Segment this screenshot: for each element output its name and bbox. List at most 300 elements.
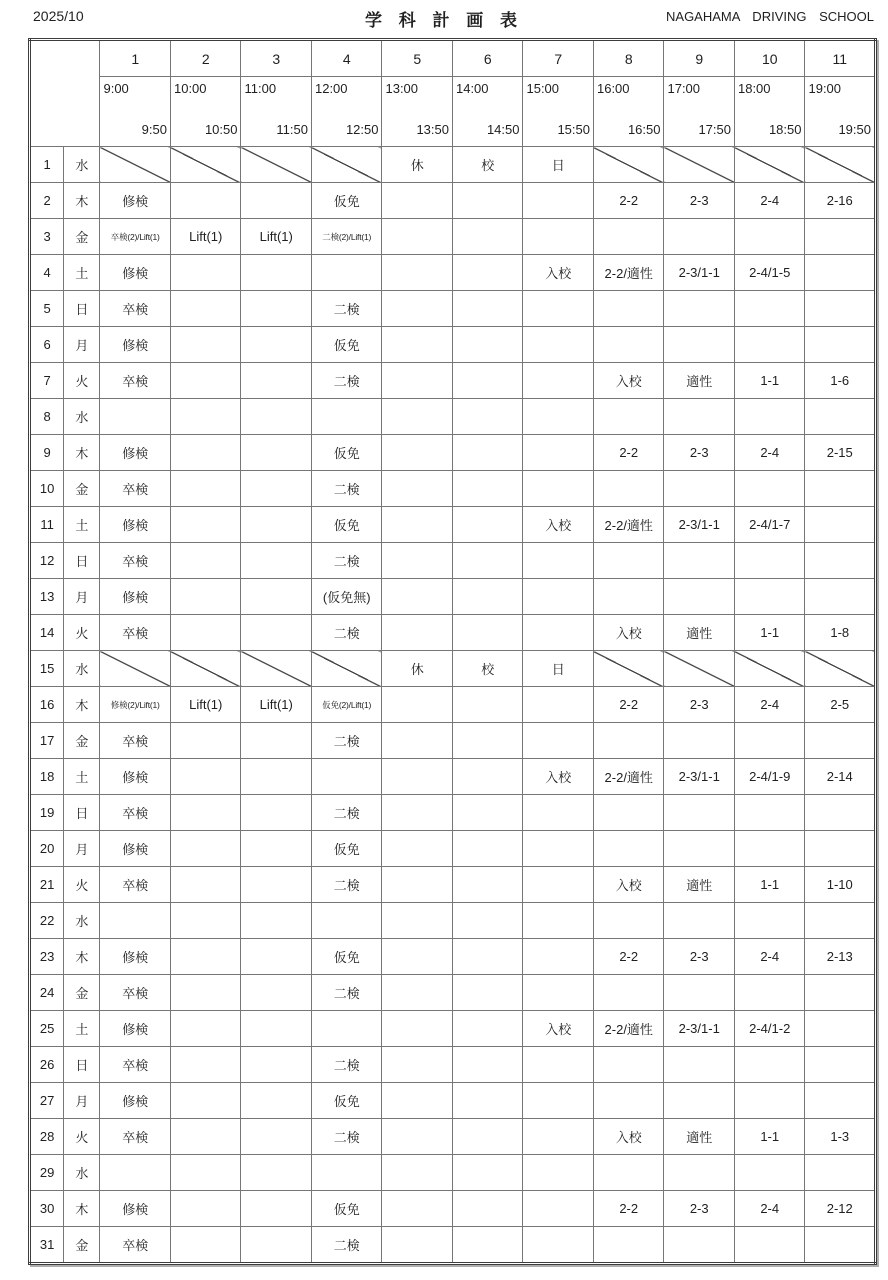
day-row bbox=[30, 291, 876, 327]
schedule-cell: 1-8 bbox=[805, 615, 876, 651]
schedule-cell: 二検 bbox=[311, 867, 382, 903]
schedule-cell: 1-1 bbox=[734, 363, 805, 399]
schedule-cell bbox=[805, 1155, 876, 1191]
schedule-cell bbox=[452, 435, 523, 471]
end-time: 15:50 bbox=[557, 122, 590, 137]
day-number: 11 bbox=[30, 507, 64, 543]
schedule-cell bbox=[805, 255, 876, 291]
end-time: 13:50 bbox=[416, 122, 449, 137]
schedule-cell: 仮免 bbox=[311, 939, 382, 975]
day-of-week: 月 bbox=[64, 579, 100, 615]
schedule-cell bbox=[382, 363, 453, 399]
day-number: 13 bbox=[30, 579, 64, 615]
schedule-cell: 2-3 bbox=[664, 435, 735, 471]
schedule-cell bbox=[241, 435, 312, 471]
day-row bbox=[30, 435, 876, 471]
schedule-cell bbox=[382, 1011, 453, 1047]
schedule-cell bbox=[382, 1083, 453, 1119]
schedule-cell bbox=[593, 795, 664, 831]
schedule-cell bbox=[241, 507, 312, 543]
schedule-cell bbox=[805, 399, 876, 435]
schedule-cell: 2-4/1-7 bbox=[734, 507, 805, 543]
schedule-cell: 2-2/適性 bbox=[593, 759, 664, 795]
schedule-cell bbox=[734, 1155, 805, 1191]
day-row bbox=[30, 1227, 876, 1264]
schedule-cell bbox=[664, 399, 735, 435]
schedule-cell bbox=[593, 399, 664, 435]
schedule-cell: 仮免 bbox=[311, 1191, 382, 1227]
schedule-cell bbox=[170, 831, 241, 867]
schedule-cell bbox=[382, 399, 453, 435]
schedule-cell: 二検 bbox=[311, 795, 382, 831]
schedule-cell bbox=[805, 831, 876, 867]
closed-slash-cell bbox=[664, 651, 735, 687]
time-cell bbox=[523, 77, 594, 147]
schedule-cell bbox=[241, 363, 312, 399]
schedule-cell bbox=[241, 471, 312, 507]
schedule-cell: 二検 bbox=[311, 291, 382, 327]
schedule-cell bbox=[170, 1227, 241, 1264]
time-cell bbox=[805, 77, 876, 147]
schedule-cell bbox=[523, 903, 594, 939]
schedule-cell bbox=[452, 831, 523, 867]
schedule-cell bbox=[664, 1155, 735, 1191]
schedule-cell bbox=[805, 543, 876, 579]
schedule-cell bbox=[382, 471, 453, 507]
start-time: 13:00 bbox=[385, 81, 419, 96]
time-cell bbox=[664, 77, 735, 147]
day-row bbox=[30, 507, 876, 543]
schedule-cell bbox=[734, 219, 805, 255]
schedule-cell bbox=[452, 903, 523, 939]
day-number: 2 bbox=[30, 183, 64, 219]
schedule-cell bbox=[170, 1047, 241, 1083]
schedule-cell bbox=[241, 327, 312, 363]
schedule-cell bbox=[734, 723, 805, 759]
schedule-cell: 卒検 bbox=[100, 291, 171, 327]
day-row bbox=[30, 795, 876, 831]
schedule-cell bbox=[523, 939, 594, 975]
schedule-cell bbox=[805, 795, 876, 831]
schedule-cell bbox=[805, 579, 876, 615]
schedule-cell: 2-3/1-1 bbox=[664, 759, 735, 795]
schedule-cell bbox=[241, 1011, 312, 1047]
schedule-cell bbox=[805, 903, 876, 939]
schedule-cell bbox=[382, 795, 453, 831]
day-row bbox=[30, 723, 876, 759]
schedule-cell bbox=[241, 1047, 312, 1083]
schedule-cell bbox=[593, 723, 664, 759]
schedule-cell: 卒検 bbox=[100, 867, 171, 903]
schedule-cell: 卒検(2)/Lift(1) bbox=[100, 219, 171, 255]
schedule-cell: 2-3/1-1 bbox=[664, 507, 735, 543]
schedule-cell bbox=[523, 1191, 594, 1227]
day-of-week: 日 bbox=[64, 291, 100, 327]
schedule-cell: 適性 bbox=[664, 363, 735, 399]
schedule-cell bbox=[734, 579, 805, 615]
schedule-cell: 2-3 bbox=[664, 687, 735, 723]
schedule-cell: 2-3/1-1 bbox=[664, 1011, 735, 1047]
end-time: 16:50 bbox=[627, 122, 661, 137]
start-time: 16:00 bbox=[596, 81, 630, 96]
schedule-cell bbox=[452, 1047, 523, 1083]
day-of-week: 火 bbox=[64, 1119, 100, 1155]
schedule-cell bbox=[452, 219, 523, 255]
day-row bbox=[30, 255, 876, 291]
schedule-cell bbox=[170, 975, 241, 1011]
closed-slash-cell bbox=[170, 651, 241, 687]
schedule-cell bbox=[523, 723, 594, 759]
schedule-cell bbox=[805, 975, 876, 1011]
schedule-cell: 2-4 bbox=[734, 183, 805, 219]
day-of-week: 金 bbox=[64, 723, 100, 759]
schedule-cell bbox=[452, 507, 523, 543]
schedule-cell: 修検 bbox=[100, 435, 171, 471]
schedule-cell bbox=[452, 1083, 523, 1119]
period-row bbox=[30, 40, 876, 77]
day-row bbox=[30, 327, 876, 363]
schedule-cell bbox=[241, 579, 312, 615]
schedule-cell bbox=[734, 975, 805, 1011]
time-cell bbox=[100, 77, 171, 147]
closed-slash-cell bbox=[664, 147, 735, 183]
day-number: 15 bbox=[30, 651, 64, 687]
schedule-cell bbox=[734, 327, 805, 363]
day-of-week: 月 bbox=[64, 327, 100, 363]
schedule-cell bbox=[241, 795, 312, 831]
schedule-cell bbox=[734, 471, 805, 507]
period-header: 9 bbox=[664, 40, 735, 77]
schedule-cell bbox=[664, 903, 735, 939]
schedule-cell: 2-2 bbox=[593, 939, 664, 975]
schedule-cell: 1-3 bbox=[805, 1119, 876, 1155]
day-number: 14 bbox=[30, 615, 64, 651]
schedule-cell bbox=[170, 291, 241, 327]
schedule-cell bbox=[382, 867, 453, 903]
schedule-cell: 2-4/1-2 bbox=[734, 1011, 805, 1047]
day-row bbox=[30, 687, 876, 723]
schedule-cell: 卒検 bbox=[100, 363, 171, 399]
schedule-cell bbox=[170, 1083, 241, 1119]
schedule-cell bbox=[523, 291, 594, 327]
day-number: 19 bbox=[30, 795, 64, 831]
schedule-cell bbox=[100, 1155, 171, 1191]
schedule-cell bbox=[664, 1083, 735, 1119]
schedule-cell bbox=[523, 1083, 594, 1119]
schedule-cell bbox=[805, 291, 876, 327]
schedule-cell bbox=[452, 471, 523, 507]
end-time: 14:50 bbox=[486, 122, 520, 137]
schedule-cell bbox=[241, 291, 312, 327]
schedule-cell bbox=[805, 507, 876, 543]
schedule-cell bbox=[593, 471, 664, 507]
schedule-cell bbox=[382, 1191, 453, 1227]
start-time: 9:00 bbox=[103, 81, 129, 96]
schedule-cell bbox=[170, 939, 241, 975]
schedule-cell bbox=[523, 543, 594, 579]
schedule-body bbox=[30, 147, 876, 1264]
day-number: 12 bbox=[30, 543, 64, 579]
schedule-cell bbox=[241, 399, 312, 435]
schedule-cell bbox=[170, 903, 241, 939]
schedule-cell bbox=[170, 1119, 241, 1155]
day-of-week: 木 bbox=[64, 435, 100, 471]
day-number: 27 bbox=[30, 1083, 64, 1119]
schedule-cell bbox=[241, 1191, 312, 1227]
schedule-cell bbox=[805, 1227, 876, 1264]
time-cell bbox=[593, 77, 664, 147]
schedule-cell: 2-14 bbox=[805, 759, 876, 795]
schedule-cell: 修検 bbox=[100, 939, 171, 975]
day-number: 8 bbox=[30, 399, 64, 435]
schedule-cell: 修検(2)/Lift(1) bbox=[100, 687, 171, 723]
schedule-cell bbox=[664, 795, 735, 831]
schedule-cell bbox=[664, 831, 735, 867]
day-number: 18 bbox=[30, 759, 64, 795]
schedule-cell: 二検 bbox=[311, 471, 382, 507]
schedule-cell: 2-4 bbox=[734, 687, 805, 723]
schedule-cell bbox=[593, 327, 664, 363]
schedule-cell bbox=[523, 1119, 594, 1155]
day-row bbox=[30, 1191, 876, 1227]
schedule-cell bbox=[241, 1083, 312, 1119]
schedule-cell: 2-2 bbox=[593, 1191, 664, 1227]
period-header: 4 bbox=[311, 40, 382, 77]
closed-slash-cell bbox=[734, 651, 805, 687]
start-time: 11:00 bbox=[244, 81, 277, 96]
day-of-week: 土 bbox=[64, 759, 100, 795]
schedule-cell: 卒検 bbox=[100, 543, 171, 579]
schedule-table bbox=[28, 38, 877, 1265]
day-of-week: 金 bbox=[64, 1227, 100, 1264]
schedule-cell: 適性 bbox=[664, 615, 735, 651]
schedule-cell bbox=[734, 831, 805, 867]
schedule-cell: 2-2 bbox=[593, 183, 664, 219]
schedule-cell bbox=[241, 867, 312, 903]
schedule-cell bbox=[523, 471, 594, 507]
schedule-cell bbox=[593, 1155, 664, 1191]
day-row bbox=[30, 975, 876, 1011]
schedule-cell: 卒検 bbox=[100, 723, 171, 759]
schedule-cell bbox=[170, 183, 241, 219]
closed-label-cell: 休 bbox=[382, 651, 453, 687]
schedule-cell bbox=[170, 255, 241, 291]
period-header: 6 bbox=[452, 40, 523, 77]
day-number: 26 bbox=[30, 1047, 64, 1083]
schedule-cell bbox=[523, 399, 594, 435]
day-of-week: 水 bbox=[64, 1155, 100, 1191]
schedule-cell: 卒検 bbox=[100, 795, 171, 831]
day-row bbox=[30, 1011, 876, 1047]
day-row bbox=[30, 1083, 876, 1119]
schedule-cell: 仮免 bbox=[311, 1083, 382, 1119]
schedule-cell bbox=[734, 1083, 805, 1119]
day-of-week: 水 bbox=[64, 147, 100, 183]
schedule-cell bbox=[593, 543, 664, 579]
schedule-cell bbox=[452, 291, 523, 327]
closed-slash-cell bbox=[241, 651, 312, 687]
schedule-cell: 修検 bbox=[100, 327, 171, 363]
day-row bbox=[30, 1155, 876, 1191]
schedule-cell bbox=[452, 867, 523, 903]
period-header: 11 bbox=[805, 40, 876, 77]
schedule-cell bbox=[523, 1155, 594, 1191]
schedule-cell bbox=[523, 1047, 594, 1083]
day-of-week: 水 bbox=[64, 903, 100, 939]
start-time: 15:00 bbox=[526, 81, 560, 96]
schedule-cell bbox=[805, 723, 876, 759]
schedule-cell bbox=[664, 219, 735, 255]
start-time: 10:00 bbox=[173, 81, 207, 96]
schedule-cell bbox=[593, 975, 664, 1011]
schedule-cell: 卒検 bbox=[100, 1227, 171, 1264]
schedule-cell bbox=[593, 903, 664, 939]
day-number: 22 bbox=[30, 903, 64, 939]
day-of-week: 水 bbox=[64, 651, 100, 687]
day-number: 5 bbox=[30, 291, 64, 327]
end-time: 18:50 bbox=[768, 122, 802, 137]
schedule-cell: 2-5 bbox=[805, 687, 876, 723]
schedule-cell bbox=[170, 1155, 241, 1191]
schedule-cell: 2-13 bbox=[805, 939, 876, 975]
schedule-cell bbox=[241, 543, 312, 579]
schedule-cell bbox=[452, 1155, 523, 1191]
schedule-cell bbox=[100, 903, 171, 939]
closed-label-cell: 校 bbox=[452, 147, 523, 183]
day-of-week: 火 bbox=[64, 615, 100, 651]
schedule-cell bbox=[452, 975, 523, 1011]
page-title: 学 科 計 画 表 bbox=[365, 11, 523, 30]
schedule-cell: 仮免 bbox=[311, 435, 382, 471]
day-number: 1 bbox=[30, 147, 64, 183]
schedule-cell bbox=[382, 1227, 453, 1264]
schedule-cell bbox=[593, 219, 664, 255]
schedule-cell: 卒検 bbox=[100, 471, 171, 507]
day-of-week: 水 bbox=[64, 399, 100, 435]
schedule-cell bbox=[805, 1047, 876, 1083]
end-time: 11:50 bbox=[276, 122, 308, 137]
schedule-cell: 仮免 bbox=[311, 507, 382, 543]
day-row bbox=[30, 219, 876, 255]
schedule-cell bbox=[241, 723, 312, 759]
schedule-cell: (仮免無) bbox=[311, 579, 382, 615]
schedule-cell bbox=[523, 183, 594, 219]
schedule-cell: 1-1 bbox=[734, 1119, 805, 1155]
schedule-cell bbox=[170, 723, 241, 759]
start-time: 14:00 bbox=[455, 81, 489, 96]
schedule-cell bbox=[734, 795, 805, 831]
start-time: 18:00 bbox=[737, 81, 771, 96]
schedule-cell bbox=[734, 1227, 805, 1264]
school-name: NAGAHAMA DRIVING SCHOOL bbox=[666, 9, 874, 24]
closed-slash-cell bbox=[805, 651, 876, 687]
corner-cell bbox=[30, 40, 100, 147]
day-row bbox=[30, 399, 876, 435]
schedule-cell bbox=[311, 1155, 382, 1191]
day-number: 7 bbox=[30, 363, 64, 399]
schedule-cell: 入校 bbox=[593, 867, 664, 903]
day-of-week: 月 bbox=[64, 1083, 100, 1119]
schedule-cell: Lift(1) bbox=[170, 219, 241, 255]
schedule-cell: 修検 bbox=[100, 759, 171, 795]
end-time: 17:50 bbox=[698, 122, 731, 137]
schedule-cell: 卒検 bbox=[100, 975, 171, 1011]
closed-slash-cell bbox=[593, 147, 664, 183]
schedule-cell bbox=[170, 399, 241, 435]
day-of-week: 金 bbox=[64, 975, 100, 1011]
schedule-cell: 2-4 bbox=[734, 1191, 805, 1227]
schedule-cell bbox=[805, 327, 876, 363]
schedule-cell bbox=[452, 615, 523, 651]
schedule-cell bbox=[170, 867, 241, 903]
closed-label-cell: 日 bbox=[523, 651, 594, 687]
day-row bbox=[30, 147, 876, 183]
schedule-cell bbox=[452, 759, 523, 795]
day-of-week: 木 bbox=[64, 939, 100, 975]
schedule-cell bbox=[100, 399, 171, 435]
schedule-cell bbox=[523, 795, 594, 831]
closed-slash-cell bbox=[170, 147, 241, 183]
schedule-cell bbox=[523, 975, 594, 1011]
schedule-cell bbox=[805, 1083, 876, 1119]
schedule-cell bbox=[452, 327, 523, 363]
closed-slash-cell bbox=[241, 147, 312, 183]
schedule-cell: 1-1 bbox=[734, 615, 805, 651]
schedule-cell: 仮免 bbox=[311, 183, 382, 219]
schedule-cell bbox=[523, 687, 594, 723]
schedule-cell bbox=[664, 1047, 735, 1083]
closed-label-cell: 日 bbox=[523, 147, 594, 183]
schedule-cell: 卒検 bbox=[100, 615, 171, 651]
schedule-cell bbox=[241, 975, 312, 1011]
schedule-cell: 仮免 bbox=[311, 831, 382, 867]
schedule-cell bbox=[170, 471, 241, 507]
schedule-cell bbox=[523, 219, 594, 255]
schedule-cell bbox=[241, 615, 312, 651]
schedule-cell: 二検 bbox=[311, 1047, 382, 1083]
schedule-cell bbox=[452, 255, 523, 291]
day-number: 25 bbox=[30, 1011, 64, 1047]
schedule-cell: 入校 bbox=[523, 1011, 594, 1047]
schedule-cell: 二検 bbox=[311, 1227, 382, 1264]
day-row bbox=[30, 615, 876, 651]
day-row bbox=[30, 759, 876, 795]
schedule-cell bbox=[382, 543, 453, 579]
schedule-cell bbox=[170, 507, 241, 543]
schedule-cell: 二検 bbox=[311, 543, 382, 579]
schedule-cell: 修検 bbox=[100, 183, 171, 219]
schedule-cell: 修検 bbox=[100, 579, 171, 615]
schedule-cell: 二検 bbox=[311, 975, 382, 1011]
start-time: 12:00 bbox=[314, 81, 348, 96]
schedule-cell: 2-3 bbox=[664, 939, 735, 975]
period-header: 7 bbox=[523, 40, 594, 77]
schedule-cell bbox=[241, 1227, 312, 1264]
schedule-cell bbox=[382, 615, 453, 651]
schedule-cell bbox=[664, 327, 735, 363]
closed-slash-cell bbox=[805, 147, 876, 183]
schedule-cell bbox=[382, 219, 453, 255]
schedule-cell: 二検(2)/Lift(1) bbox=[311, 219, 382, 255]
schedule-cell bbox=[593, 291, 664, 327]
schedule-cell bbox=[241, 1155, 312, 1191]
schedule-cell: 二検 bbox=[311, 723, 382, 759]
schedule-cell bbox=[241, 1119, 312, 1155]
schedule-cell bbox=[382, 1155, 453, 1191]
schedule-cell bbox=[382, 183, 453, 219]
time-row bbox=[30, 77, 876, 147]
schedule-cell bbox=[311, 759, 382, 795]
